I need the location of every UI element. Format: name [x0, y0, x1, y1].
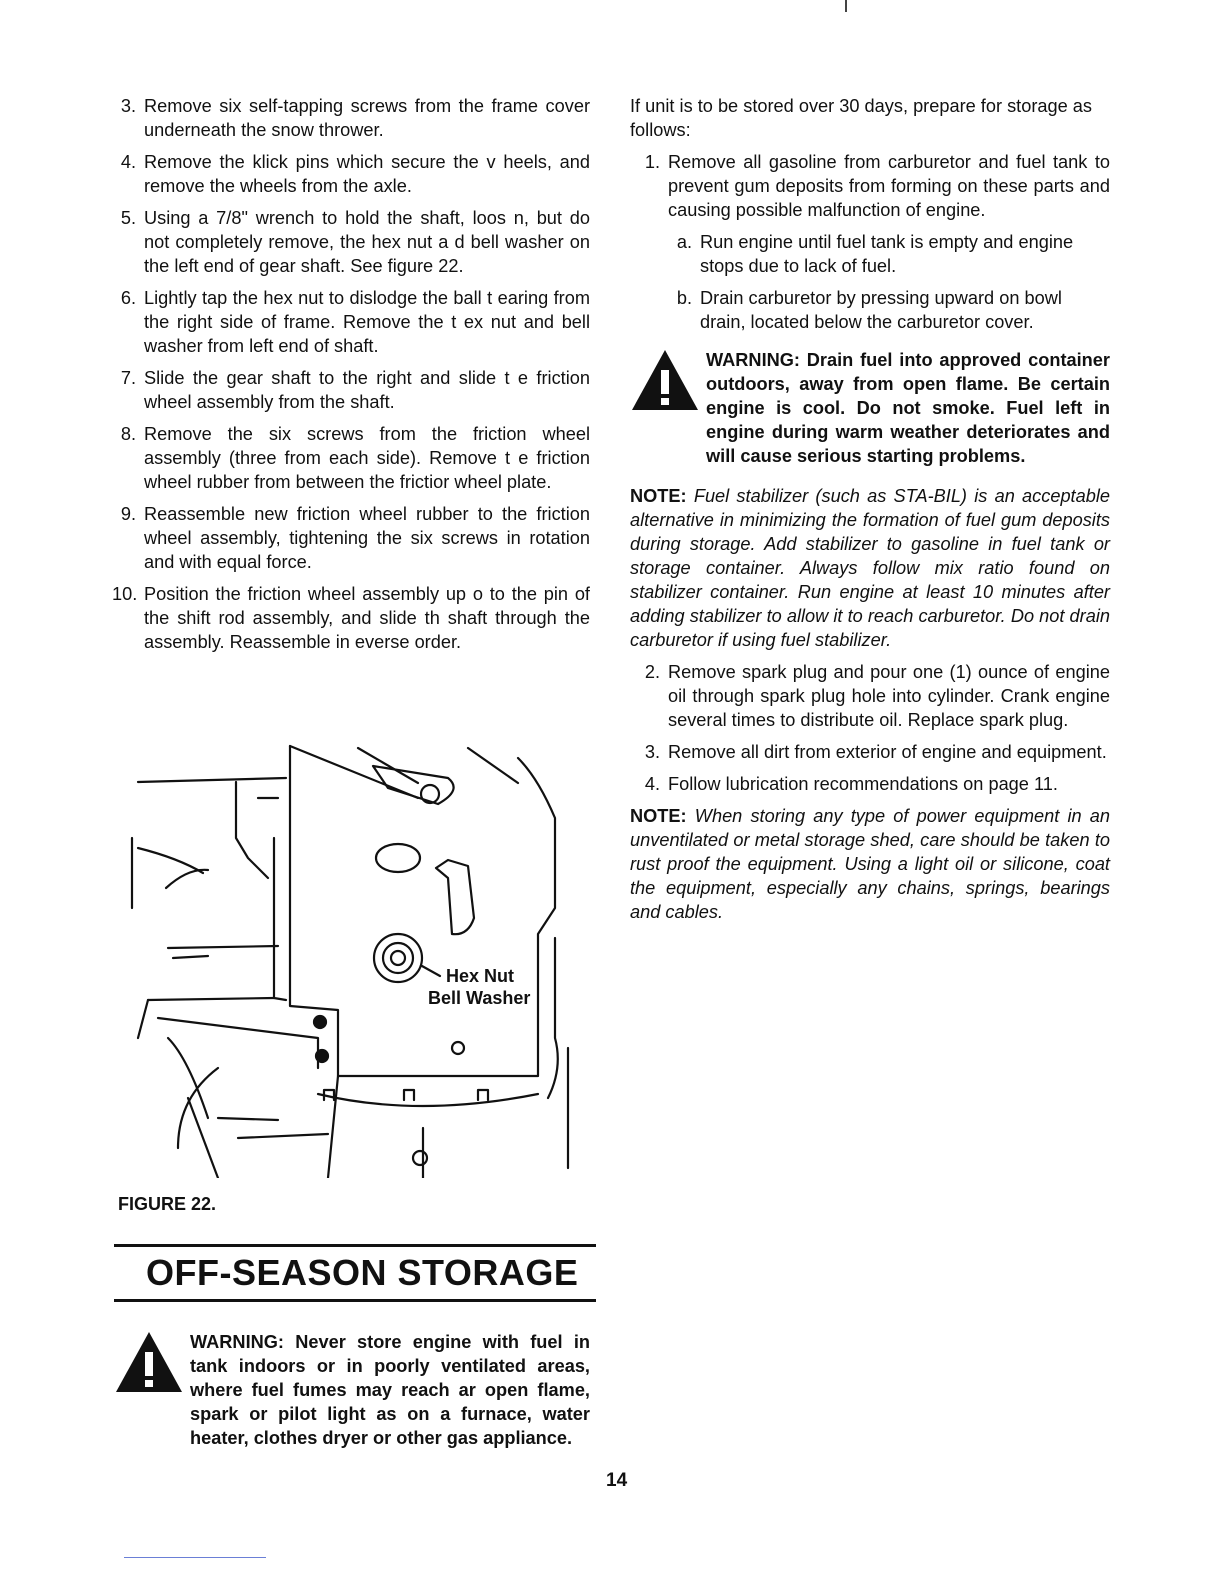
- storage-intro: If unit is to be stored over 30 days, prepare for storage as follows:: [630, 96, 1093, 140]
- step-5: 5. Using a 7/8" wrench to hold the shaft, loos n, but do not completely remove, the hex nut a d bell washer on the left end of gear shaft. See figure 22.: [120, 208, 590, 276]
- step-3: 3. Remove six self-tapping screws from the frame cover underneath the snow thrower.: [120, 96, 590, 140]
- left-column: [112, 94, 590, 662]
- storage-step-2: 2. Remove spark plug and pour one (1) ounce of engine oil through spark plug hole into cylinder. Crank engine several times to distribute oil. Replace spark plug.: [644, 662, 1110, 730]
- step-8: 8. Remove the six screws from the friction wheel assembly (three from each side). Remove t e friction wheel rubber from between the frictior wheel plate.: [120, 424, 590, 492]
- storage-step-4: 4. Follow lubrication recommendations on page 11.: [644, 774, 1058, 794]
- header-rule-bottom: [114, 1299, 596, 1302]
- right-column: [630, 94, 1110, 932]
- step-7: 7. Slide the gear shaft to the right and slide t e friction wheel assembly from the shaft.: [120, 368, 590, 412]
- scan-mark: [845, 0, 847, 12]
- section-title: OFF-SEASON STORAGE: [146, 1252, 579, 1293]
- gear-shaft-illustration: [118, 738, 588, 1178]
- stabilizer-note: NOTE: Fuel stabilizer (such as STA-BIL) is an acceptable alternative in minimizing the formation of fuel gum deposits during storage. Add stabilizer to gasoline in fuel tank or storage container. Always follow mix ratio found on stabilizer container. Run engine at least 10 minutes after adding stabilizer to allow it to reach carburetor. Do not drain carburetor if using fuel stabilizer.: [630, 486, 1110, 650]
- footer-line: [124, 1557, 266, 1558]
- warning-text: WARNING: Never store engine with fuel in tank indoors or in poorly ventilated areas, where fuel fumes may reach ar open flame, spark or pilot light as on a furnace, water heater, clothes dryer or other gas appliance.: [190, 1332, 590, 1448]
- fuel-warning: [630, 348, 1110, 468]
- warning-text: WARNING: Drain fuel into approved container outdoors, away from open flame. Be certain engine is cool. Do not smoke. Fuel left in engine during warm weather deteriorates and will cause serious starting problems.: [706, 350, 1110, 466]
- figure-22-drawing: [118, 738, 588, 1178]
- storage-step-3: 3. Remove all dirt from exterior of engine and equipment.: [644, 742, 1107, 762]
- page-number: 14: [606, 1470, 628, 1491]
- step-9: 9. Reassemble new friction wheel rubber to the friction wheel assembly, tightening the six screws in rotation and with equal force.: [120, 504, 590, 572]
- storage-step-1a: a. Run engine until fuel tank is empty and engine stops due to lack of fuel.: [676, 232, 1074, 276]
- storage-step-1: 1. Remove all gasoline from carburetor and fuel tank to prevent gum deposits from forming on these parts and causing possible malfunction of engine.: [644, 152, 1110, 220]
- warning-icon: [114, 1330, 190, 1450]
- label-bell-washer: Bell Washer: [428, 988, 531, 1008]
- warning-icon: [630, 348, 706, 468]
- label-hex-nut: Hex Nut: [446, 966, 515, 986]
- section-header: [114, 1244, 596, 1302]
- storage-warning: [114, 1330, 590, 1450]
- step-4: 4. Remove the klick pins which secure the v heels, and remove the wheels from the axle.: [120, 152, 590, 196]
- step-6: 6. Lightly tap the hex nut to dislodge the ball t earing from the right side of frame. Remove the t ex nut and bell washer from left end of shaft.: [120, 288, 590, 356]
- storage-step-1b: b. Drain carburetor by pressing upward on bowl drain, located below the carburetor cover.: [676, 288, 1062, 332]
- shed-note: NOTE: When storing any type of power equipment in an unventilated or metal storage shed, care should be taken to rust proof the equipment. Using a light oil or silicone, coat the equipment, especially any chains, springs, bearings and cables.: [630, 806, 1111, 922]
- figure-caption: FIGURE 22.: [118, 1194, 217, 1214]
- step-10: 10. Position the friction wheel assembly up o to the pin of the shift rod assembly, and slide th shaft through the assembly. Reassemble in everse order.: [112, 584, 590, 652]
